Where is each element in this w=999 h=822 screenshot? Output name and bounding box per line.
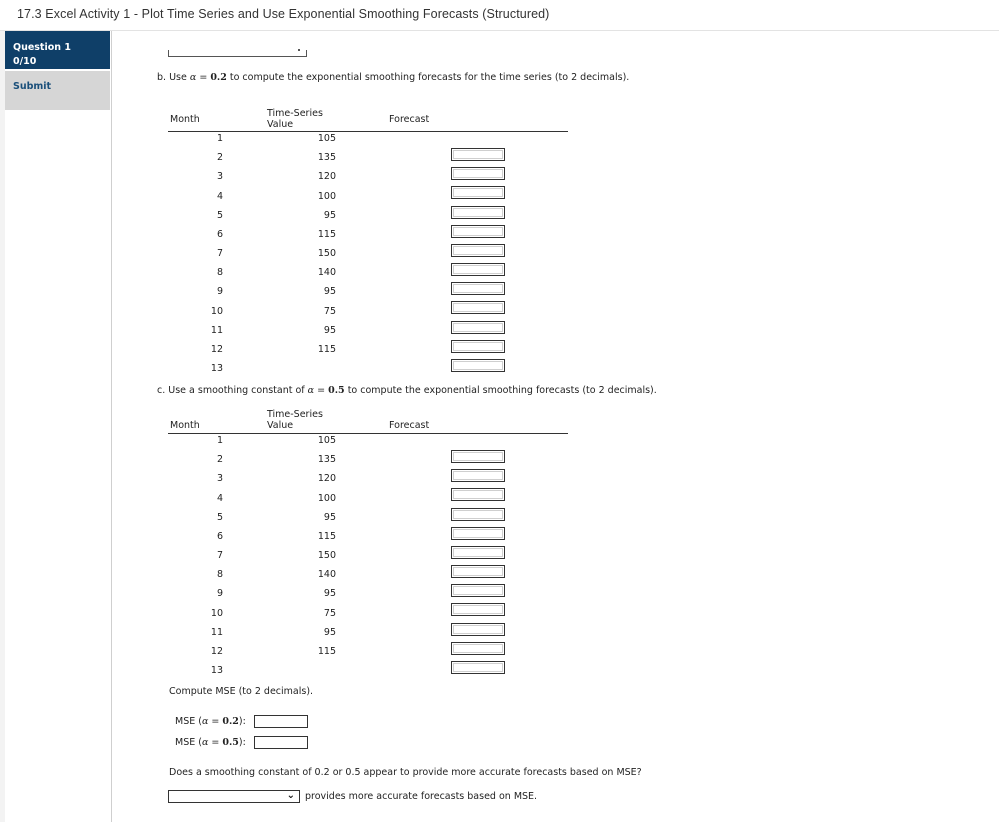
header-rule <box>168 433 568 434</box>
value-cell: 140 <box>317 569 336 581</box>
month-cell: 3 <box>216 473 223 485</box>
value-cell: 115 <box>317 645 336 657</box>
previous-answer-field[interactable] <box>168 50 307 57</box>
value-cell: 95 <box>323 324 336 336</box>
accuracy-question: Does a smoothing constant of 0.2 or 0.5 appear to provide more accurate forecasts based on MSE? <box>169 767 642 778</box>
forecast-input[interactable] <box>451 527 505 540</box>
col-header-forecast: Forecast <box>389 420 430 431</box>
month-cell: 13 <box>210 665 223 677</box>
sidebar-item-question-1[interactable] <box>5 31 110 69</box>
value-cell: 105 <box>317 435 336 446</box>
value-cell: 100 <box>317 190 336 202</box>
month-cell: 13 <box>210 363 223 375</box>
chevron-down-icon: ⌄ <box>286 790 295 801</box>
forecast-input[interactable] <box>451 148 505 161</box>
forecast-input[interactable] <box>451 642 505 655</box>
month-cell: 9 <box>216 286 223 298</box>
month-cell: 6 <box>216 228 223 240</box>
mse-input-05[interactable] <box>254 736 308 749</box>
value-cell: 95 <box>323 209 336 221</box>
col-header-month: Month <box>170 420 200 431</box>
forecast-input[interactable] <box>451 584 505 597</box>
value-cell: 95 <box>323 511 336 523</box>
month-cell: 12 <box>210 645 223 657</box>
forecast-input[interactable] <box>451 359 505 372</box>
col-header-ts-1: Time-Series <box>267 409 323 420</box>
forecast-input[interactable] <box>451 206 505 219</box>
month-cell: 6 <box>216 530 223 542</box>
submit-button[interactable] <box>5 71 110 110</box>
value-cell: 135 <box>317 152 336 164</box>
col-header-ts-2: Value <box>267 119 294 130</box>
accuracy-suffix: provides more accurate forecasts based on MSE. <box>305 791 538 802</box>
month-cell: 2 <box>216 454 223 466</box>
month-cell: 5 <box>216 209 223 221</box>
forecast-input[interactable] <box>451 546 505 559</box>
forecast-input[interactable] <box>451 167 505 180</box>
forecast-input[interactable] <box>451 225 505 238</box>
submit-label: Submit <box>13 81 52 92</box>
forecast-input[interactable] <box>451 488 505 501</box>
value-cell: 150 <box>317 550 336 562</box>
part-b-instruction: b. Use α = 0.2 to compute the exponential smoothing forecasts for the time series (to 2 decimals). <box>157 72 630 83</box>
smoothing-constant-select[interactable] <box>168 790 300 803</box>
forecast-input[interactable] <box>451 508 505 521</box>
value-cell: 95 <box>323 626 336 638</box>
forecast-input[interactable] <box>451 661 505 674</box>
forecast-input[interactable] <box>451 282 505 295</box>
col-header-forecast: Forecast <box>389 114 430 125</box>
value-cell: 75 <box>323 305 336 317</box>
forecast-input[interactable] <box>451 469 505 482</box>
col-header-month: Month <box>170 114 200 125</box>
value-cell: 75 <box>323 607 336 619</box>
value-cell: 150 <box>317 248 336 260</box>
forecast-input[interactable] <box>451 340 505 353</box>
value-cell: 120 <box>317 473 336 485</box>
month-cell: 3 <box>216 171 223 183</box>
month-cell: 4 <box>216 492 223 504</box>
page-title: 17.3 Excel Activity 1 - Plot Time Series and Use Exponential Smoothing Forecasts (Structured) <box>17 7 550 21</box>
value-cell: 120 <box>317 171 336 183</box>
header-rule <box>168 131 568 132</box>
value-cell: 115 <box>317 343 336 355</box>
month-cell: 9 <box>216 588 223 600</box>
value-cell: 115 <box>317 228 336 240</box>
month-cell: 4 <box>216 190 223 202</box>
value-cell: 100 <box>317 492 336 504</box>
col-header-ts-2: Value <box>267 420 294 431</box>
month-cell: 1 <box>216 435 223 446</box>
month-cell: 10 <box>210 305 223 317</box>
month-cell: 11 <box>210 324 223 336</box>
value-cell: 105 <box>317 133 336 144</box>
forecast-input[interactable] <box>451 244 505 257</box>
month-cell: 5 <box>216 511 223 523</box>
value-cell: 135 <box>317 454 336 466</box>
forecast-input[interactable] <box>451 565 505 578</box>
value-cell: 95 <box>323 588 336 600</box>
forecast-input[interactable] <box>451 623 505 636</box>
month-cell: 7 <box>216 248 223 260</box>
forecast-input[interactable] <box>451 301 505 314</box>
forecast-input[interactable] <box>451 263 505 276</box>
month-cell: 7 <box>216 550 223 562</box>
forecast-input[interactable] <box>451 603 505 616</box>
question-label: Question 1 <box>13 42 71 53</box>
col-header-ts-1: Time-Series <box>267 108 323 119</box>
month-cell: 11 <box>210 626 223 638</box>
question-score: 0/10 <box>13 56 37 67</box>
month-cell: 1 <box>216 133 223 144</box>
month-cell: 8 <box>216 267 223 279</box>
month-cell: 10 <box>210 607 223 619</box>
forecast-input[interactable] <box>451 186 505 199</box>
forecast-input[interactable] <box>451 321 505 334</box>
month-cell: 2 <box>216 152 223 164</box>
month-cell: 8 <box>216 569 223 581</box>
value-cell: 140 <box>317 267 336 279</box>
value-cell: 115 <box>317 530 336 542</box>
mse-label-05: MSE (α = 0.5): <box>175 737 246 748</box>
forecast-input[interactable] <box>451 450 505 463</box>
sidebar <box>5 31 112 822</box>
mse-input-02[interactable] <box>254 715 308 728</box>
part-c-instruction: c. Use a smoothing constant of α = 0.5 to compute the exponential smoothing forecasts (to 2 decimals). <box>157 385 657 396</box>
mse-label-02: MSE (α = 0.2): <box>175 716 246 727</box>
mse-prompt: Compute MSE (to 2 decimals). <box>169 686 314 697</box>
value-cell: 95 <box>323 286 336 298</box>
month-cell: 12 <box>210 343 223 355</box>
title-bar <box>0 0 999 31</box>
